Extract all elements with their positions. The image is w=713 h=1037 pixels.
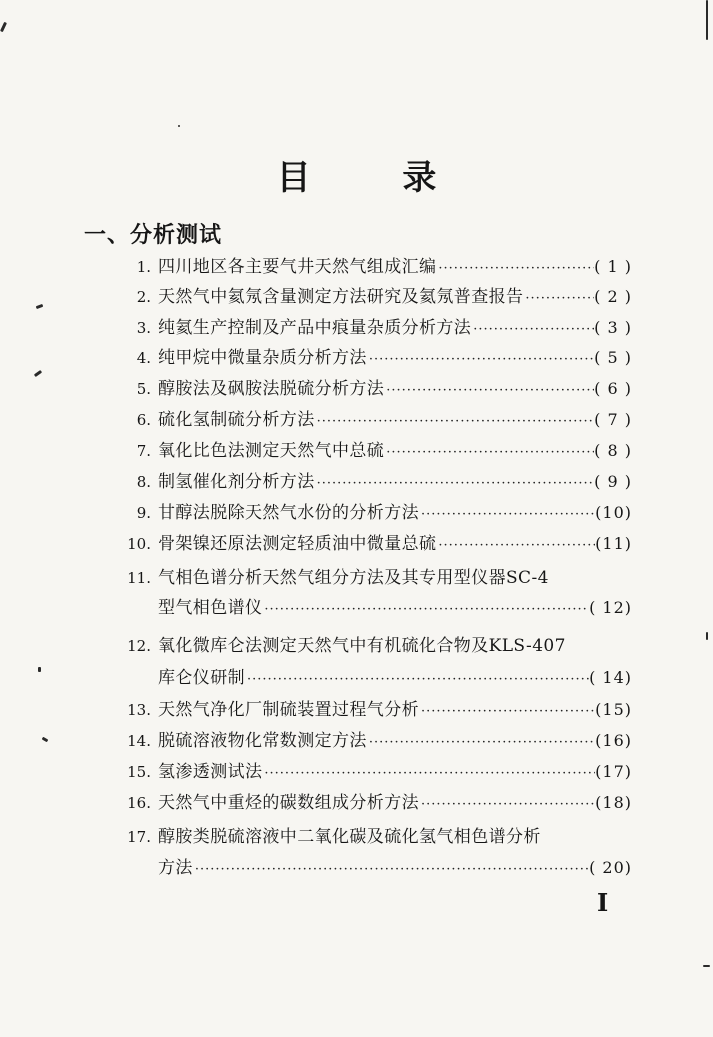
toc-entry-number: 10. xyxy=(127,535,151,553)
toc-entry-title: 脱硫溶液物化常数测定方法 xyxy=(158,731,367,751)
toc-entry-number: 7. xyxy=(136,442,151,460)
toc-entry-number: 2. xyxy=(136,288,151,306)
dot-leader xyxy=(262,596,589,624)
toc-entry-page: (17) xyxy=(595,762,632,781)
toc-entry-page: ( 12) xyxy=(589,598,632,617)
dot-leader xyxy=(262,760,595,788)
toc-entry xyxy=(0,437,713,465)
toc-entry-line xyxy=(158,594,632,622)
toc-entry-title: 制氢催化剂分析方法 xyxy=(158,472,315,492)
toc-entry xyxy=(0,253,713,281)
toc-entry-title: 天然气中重烃的碳数组成分析方法 xyxy=(158,793,419,813)
toc-entry-number: 12. xyxy=(127,637,151,655)
toc-entry-title: 甘醇法脱除天然气水份的分析方法 xyxy=(158,503,419,523)
toc-entry-line xyxy=(158,664,632,692)
scan-speck xyxy=(703,965,710,967)
scan-speck xyxy=(178,125,180,127)
toc-entry-title: 气相色谱分析天然气组分方法及其专用型仪器SC-4 xyxy=(158,568,549,588)
scan-speck xyxy=(706,632,708,640)
toc-entry xyxy=(0,823,713,851)
toc-entry-title: 氧化微库仑法测定天然气中有机硫化合物及KLS-407 xyxy=(158,636,566,656)
toc-entry xyxy=(0,564,713,592)
toc-entry-title: 氢渗透测试法 xyxy=(158,762,263,782)
toc-entry-title: 纯甲烷中微量杂质分析方法 xyxy=(158,348,367,368)
toc-entry-title: 库仑仪研制 xyxy=(158,668,245,688)
dot-leader xyxy=(193,856,589,884)
toc-entry-title: 醇胺法及砜胺法脱硫分析方法 xyxy=(158,379,385,399)
toc-entry xyxy=(0,468,713,496)
scan-speck xyxy=(38,667,41,672)
toc-entry-line xyxy=(158,823,598,851)
toc-entry-line xyxy=(158,499,632,527)
toc-entry-number: 11. xyxy=(127,569,151,587)
toc-entry-line xyxy=(158,406,632,434)
toc-entry xyxy=(0,632,713,660)
toc-entry-page: ( 1 ) xyxy=(594,257,632,276)
dot-leader xyxy=(367,729,595,757)
toc-entry-number: 3. xyxy=(136,319,151,337)
toc-entry-page: ( 6 ) xyxy=(594,379,632,398)
toc-entry-title: 骨架镍还原法测定轻质油中微量总硫 xyxy=(158,534,437,554)
toc-entry-number: 4. xyxy=(136,349,151,367)
dot-leader xyxy=(471,316,594,344)
toc-entry-page: (16) xyxy=(595,731,632,750)
scan-speck xyxy=(0,22,7,32)
toc-entry xyxy=(0,727,713,755)
toc-entry-line xyxy=(158,758,632,786)
toc-entry-number: 14. xyxy=(127,732,151,750)
toc-entry xyxy=(0,283,713,311)
toc-entry-title: 型气相色谱仪 xyxy=(158,598,263,618)
toc-entry-page: ( 7 ) xyxy=(594,410,632,429)
toc-entry-line xyxy=(158,632,598,660)
toc-entry xyxy=(0,375,713,403)
toc-entry-line xyxy=(158,375,632,403)
toc-entry-number: 15. xyxy=(127,763,151,781)
toc-entry-number: 16. xyxy=(127,794,151,812)
toc-entry-line xyxy=(158,696,632,724)
toc-entry-page: (18) xyxy=(595,793,632,812)
toc-entry-title: 纯氦生产控制及产品中痕量杂质分析方法 xyxy=(158,318,472,338)
toc-entry-title: 方法 xyxy=(158,858,193,878)
toc-entry xyxy=(0,314,713,342)
toc-entry xyxy=(0,854,713,882)
dot-leader xyxy=(523,285,594,313)
dot-leader xyxy=(367,346,594,374)
toc-entry-line xyxy=(158,564,598,592)
toc-entry-number: 5. xyxy=(136,380,151,398)
toc-entry-page: ( 9 ) xyxy=(594,472,632,491)
toc-entry-page: ( 14) xyxy=(589,668,632,687)
scan-speck xyxy=(706,0,708,40)
toc-entry-page: ( 3 ) xyxy=(594,318,632,337)
toc-entry-line xyxy=(158,854,632,882)
toc-entry-title: 四川地区各主要气井天然气组成汇编 xyxy=(158,257,437,277)
dot-leader xyxy=(436,532,595,560)
toc-entry xyxy=(0,594,713,622)
toc-entry-line xyxy=(158,530,632,558)
toc-entry-page: (15) xyxy=(595,700,632,719)
toc-entry xyxy=(0,344,713,372)
toc-entry-number: 9. xyxy=(136,504,151,522)
toc-entry-line xyxy=(158,789,632,817)
toc-entry-page: (11) xyxy=(595,534,632,553)
toc-entry-page: ( 5 ) xyxy=(594,348,632,367)
toc-entry xyxy=(0,406,713,434)
toc-entry-title: 氧化比色法测定天然气中总硫 xyxy=(158,441,385,461)
dot-leader xyxy=(419,698,595,726)
toc-entry-page: (10) xyxy=(595,503,632,522)
toc-entry-page: ( 2 ) xyxy=(594,287,632,306)
toc-entry xyxy=(0,499,713,527)
toc-entry xyxy=(0,530,713,558)
toc-entry xyxy=(0,758,713,786)
toc-entry xyxy=(0,696,713,724)
toc-entry-title: 天然气中氦氖含量测定方法研究及氦氖普查报告 xyxy=(158,287,524,307)
dot-leader xyxy=(419,791,595,819)
toc-entry-number: 17. xyxy=(127,828,151,846)
dot-leader xyxy=(436,255,594,283)
toc-entry-page: ( 8 ) xyxy=(594,441,632,460)
toc-entry-line xyxy=(158,468,632,496)
toc-entry-line xyxy=(158,437,632,465)
toc-entry xyxy=(0,789,713,817)
toc-entry-number: 6. xyxy=(136,411,151,429)
page-title: 目 录 xyxy=(276,158,477,198)
toc-entry xyxy=(0,664,713,692)
dot-leader xyxy=(384,439,594,467)
toc-entry-number: 8. xyxy=(136,473,151,491)
page-folio: I xyxy=(597,888,609,917)
toc-entry-page: ( 20) xyxy=(589,858,632,877)
toc-entry-line xyxy=(158,727,632,755)
dot-leader xyxy=(315,470,595,498)
toc-entry-line xyxy=(158,314,632,342)
toc-entry-number: 13. xyxy=(127,701,151,719)
dot-leader xyxy=(315,408,595,436)
dot-leader xyxy=(384,377,594,405)
toc-entry-line xyxy=(158,253,632,281)
toc-entry-number: 1. xyxy=(136,258,151,276)
toc-entry-title: 天然气净化厂制硫装置过程气分析 xyxy=(158,700,419,720)
toc-entry-line xyxy=(158,344,632,372)
toc-entry-title: 硫化氢制硫分析方法 xyxy=(158,410,315,430)
section-heading: 一、分析测试 xyxy=(84,223,223,248)
dot-leader xyxy=(245,666,589,694)
toc-entry-title: 醇胺类脱硫溶液中二氧化碳及硫化氢气相色谱分析 xyxy=(158,827,541,847)
dot-leader xyxy=(419,501,595,529)
toc-entry-line xyxy=(158,283,632,311)
